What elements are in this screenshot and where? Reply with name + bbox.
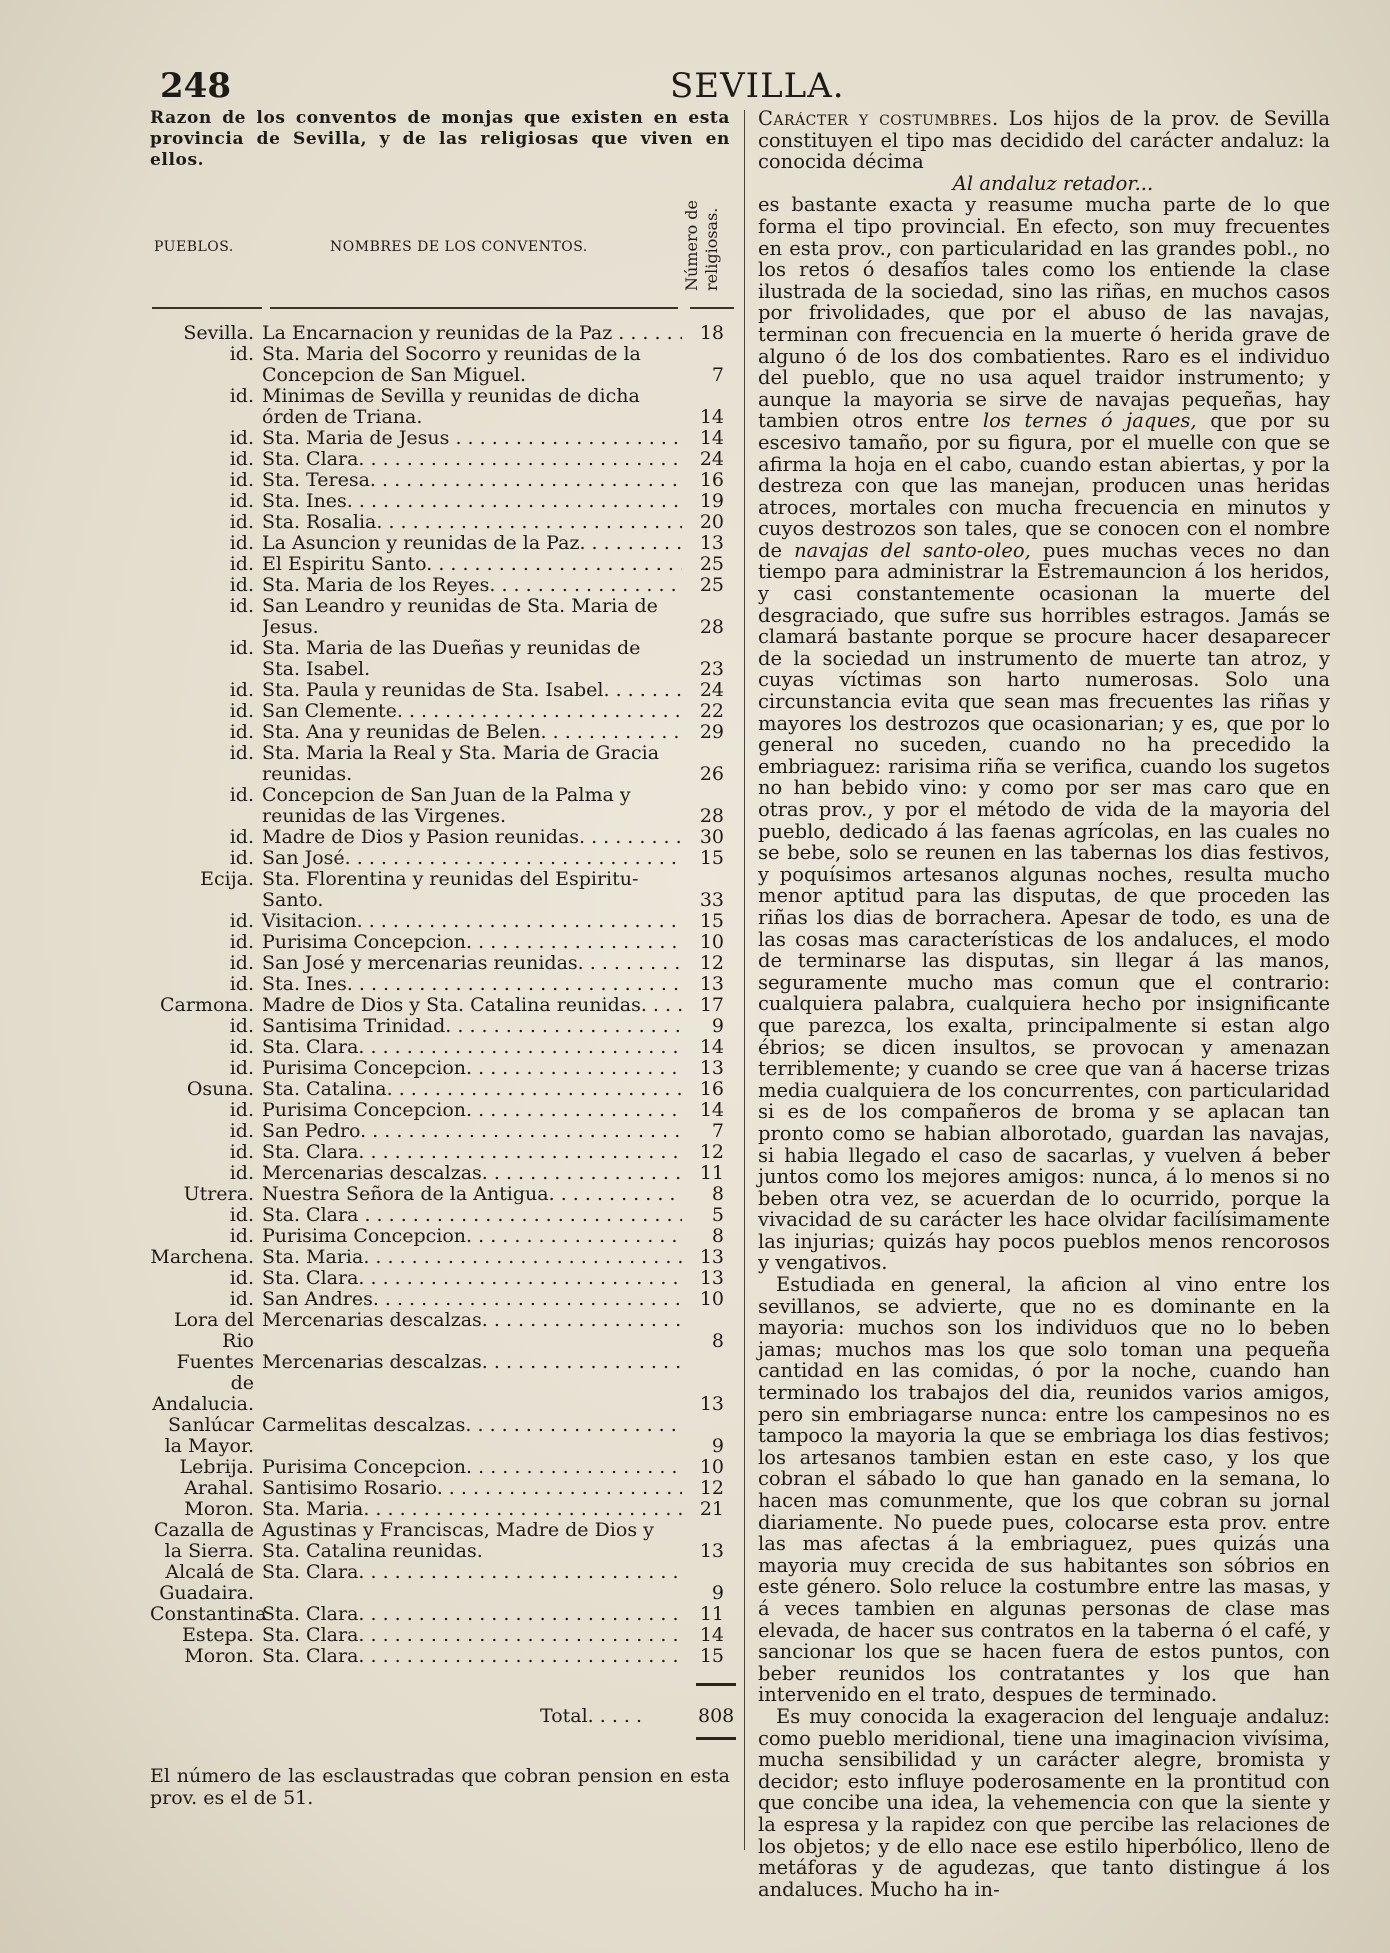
cell-num: 33 [699,889,724,911]
convento-name: Sta. Maria. . . . [262,1247,682,1268]
convento-name: Sta. Maria de Jesus . . . [262,428,682,449]
table-row [150,953,730,974]
cell-num: 17 [699,994,724,1016]
quoted-verse: Al andaluz retador... [952,171,1154,195]
cell-num: 13 [699,1057,724,1079]
convento-name: Sta. Ines. . . . [262,491,682,512]
convento-name: Visitacion. . . . [262,911,682,932]
cell-num: 29 [699,721,724,743]
cell-pueblo: id. [229,385,254,407]
footnote: El número de las esclaustradas que cobran pension en esta prov. es el de 51. [150,1765,730,1809]
cell-num: 21 [699,1498,724,1520]
cell-convento [262,932,682,953]
cell-pueblo: id. [229,1120,254,1142]
cell-pueblo: id. [229,700,254,722]
cell-convento [262,554,682,575]
cell-pueblo: id. [229,1288,254,1310]
table-row [150,932,730,953]
cell-num: 9 [711,1015,724,1037]
table-row [150,1268,730,1289]
cell-num: 9 [711,1582,724,1604]
cell-pueblo: id. [229,973,254,995]
paragraph-text: que por su escesivo tamaño, por su figura, por el muelle con que se afirma la hoja en el cabo, cuando estan abiertas, y por la destreza con que las manejan, producen unas heridas atroces, mortales con mucha frecuencia en minutos y cuyos destrozos son tales, que se conocen con el nombre de [758,409,1331,562]
table-row [150,1520,730,1562]
cell-convento [262,680,682,701]
cell-convento [262,953,682,974]
table-row [150,386,730,428]
cell-pueblo: id. [229,343,254,365]
cell-num: 7 [711,364,724,386]
cell-convento [262,1163,682,1184]
cell-pueblo: id. [229,910,254,932]
table-row [150,449,730,470]
cell-convento [262,1352,682,1415]
cell-num: 14 [699,427,724,449]
table-row [150,785,730,827]
column-header-nombres: NOMBRES DE LOS CONVENTOS. [330,239,588,255]
table-row [150,344,730,386]
table-row [150,575,730,596]
cell-num: 8 [711,1183,724,1205]
table-row [150,680,730,701]
cell-num: 19 [699,490,724,512]
cell-convento [262,701,682,722]
italic-term: los ternes ó jaques, [982,409,1197,433]
cell-pueblo: id. [229,721,254,743]
table-row [150,722,730,743]
cell-pueblo: id. [229,1141,254,1163]
section-lead: Carácter y costumbres. [758,107,999,130]
convento-name: Purisima Concepcion. . . . [262,1457,682,1478]
text-column [758,108,1330,1900]
header-rule [270,307,678,309]
cell-convento [262,386,682,428]
convento-name: Santisimo Rosario. . . . [262,1478,682,1499]
cell-convento [262,1058,682,1079]
cell-num: 13 [699,973,724,995]
convento-name: Sta. Rosalia. . . . [262,512,682,533]
cell-pueblo: id. [229,490,254,512]
table-row [150,1352,730,1415]
cell-num: 10 [699,931,724,953]
cell-num: 13 [699,1540,724,1562]
cell-convento [262,1646,682,1667]
table-row [150,323,730,344]
paragraph: Estudiada en general, la aficion al vino entre los sevillanos, se advierte, que no es dominante en la mayoria: muchos son los individuos que no lo beben jamas; muchos mas los que solo toman una pequeña cantidad en las comidas, ó por la noche, cuando han terminado los trabajos del dia, reunidos varios amigos, pero sin embriagarse nunca: entre los campesinos no es tampoco la mayoria la que se embriaga los dias festivos; los artesanos tambien estan en este caso, y los que cobran el sábado lo que han ganado en la semana, lo hacen mas comunmente, que los que cobran su jornal diariamente. No puede pues, colocarse esta prov. entre las mas afectas á la embriaguez, pues quizás una mayoria muy crecida de sus habitantes son sóbrios en este género. Solo reluce la costumbre entre las masas, y á veces tambien en algunas personas de clase mas elevada, de hacer sus contratos en la taberna ó el café, y sancionar los que se hacen fuera de estos puntos, con beber reunidos los contratantes y los que han intervenido en el trato, despues de terminado. [758,1273,1330,1707]
cell-pueblo: id. [229,742,254,764]
convento-name: San Andres. . . . [262,1289,682,1310]
convento-name: Sta. Ana y reunidas de Belen. . . . [262,722,682,743]
cell-pueblo: id. [229,1099,254,1121]
cell-convento [262,1100,682,1121]
cell-pueblo: Lebrija. [179,1456,254,1478]
convento-name: Sta. Clara. . . . [262,1037,682,1058]
table-row [150,701,730,722]
table-row [150,869,730,911]
paragraph [758,194,1330,1274]
cell-num: 7 [711,1120,724,1142]
cell-pueblo: Cazalla de la Sierra. [153,1519,254,1562]
cell-num: 25 [699,553,724,575]
table-row [150,491,730,512]
table-row [150,974,730,995]
running-head: SEVILLA. [670,66,845,106]
cell-pueblo: id. [229,469,254,491]
cell-pueblo: id. [229,427,254,449]
cell-pueblo: Carmona. [159,994,254,1016]
convento-name: Purisima Concepcion. . . . [262,1100,682,1121]
convento-name: Sta. Clara. . . . [262,1562,682,1583]
cell-num: 18 [699,322,724,344]
cell-convento [262,911,682,932]
cell-convento [262,1499,682,1520]
page-number: 248 [160,66,231,106]
convento-name: Agustinas y Franciscas, Madre de Dios y Sta. Catalina reunidas. [262,1520,654,1562]
table-row [150,1499,730,1520]
cell-convento [262,1184,682,1205]
convento-name: Sta. Maria. . . . [262,1499,682,1520]
cell-pueblo: Estepa. [181,1624,254,1646]
cell-num: 14 [699,1036,724,1058]
column-header-pueblos: PUEBLOS. [154,239,234,255]
cell-pueblo: id. [229,679,254,701]
convento-name: Sta. Paula y reunidas de Sta. Isabel. . . . [262,680,682,701]
column-header-numero [680,191,740,311]
cell-convento [262,1415,682,1457]
table-title: Razon de los conventos de monjas que existen en esta provincia de Sevilla, y de las religiosas que viven en ellos. [150,108,730,170]
table-row [150,848,730,869]
table-row [150,596,730,638]
cell-pueblo: Sanlúcar la Mayor. [164,1414,254,1457]
convento-name: Sta. Maria de las Dueñas y reunidas de Sta. Isabel. [262,638,641,680]
convento-name: Sta. Clara. . . . [262,1646,682,1667]
cell-pueblo: Osuna. [186,1078,254,1100]
convento-name: Sta. Maria la Real y Sta. Maria de Gracia reunidas. [262,743,660,785]
cell-convento [262,995,682,1016]
cell-convento [262,1016,682,1037]
table-row [150,1478,730,1499]
paragraph [758,108,1330,173]
cell-convento [262,827,682,848]
table-row [150,1457,730,1478]
cell-pueblo: Lora del Rio [174,1309,254,1352]
convento-name: La Asuncion y reunidas de la Paz. . . . [262,533,682,554]
table-row [150,1142,730,1163]
table-row [150,554,730,575]
cell-convento [262,1121,682,1142]
cell-pueblo: id. [229,532,254,554]
paragraph-text: pues muchas veces no dan tiempo para administrar la Estremauncion á los heridos, y casi constantemente ocasionan la muerte del desgraciado, que sufre sus horribles estragos. Jamás se clamará bastante porque se procure hacer desaparecer de la sociedad un instrumento de muerte tan atroz, y cuyas víctimas son harto numerosas. Solo una circunstancia evita que sean mas frecuentes las riñas y mayores los destrozos que ocasionarian; y es, que por lo general no suceden, cuando no ha precedido la embriaguez: rarisima riña se verifica, cuando los sugetos no han bebido vino: y como por ser mas caro que en otras prov., y por el método de vida de la mayoria del pueblo, dedicado á las faenas agrícolas, en las cuales no se bebe, solo se reunen en las tabernas los dias festivos, y poquísimos artesanos algunas noches, resulta mucho menor aptitud para las disputas, de que proceden las riñas los dias de borrachera. Apesar de todo, es una de las cosas mas características de los andaluces, el modo de terminarse las disputas, sin llegar á las manos, seguramente mucho mas comun que el contrario: cualquiera palabra, cualquiera hecho por insignificante que parezca, los exalta, principalmente si estan algo ébrios; se dicen insultos, se provocan y amenazan terriblemente; y cuando se cree que van á hacerse trizas media cualquiera de los concurrentes, con particularidad si es de los compañeros de broma y se aplacan tan pronto como se habian alborotado, guardan las navajas, si habia llegado el caso de sacarlas, y vuelven á beber juntos como los mejores amigos: nunca, á lo menos si no beben otra vez, se acuerdan de lo ocurrido, porque la vivacidad de su carácter les hace olvidar facilísimamente las injurias; quizás hay pocos pueblos menos rencorosos y vengativos. [758,538,1330,1275]
cell-pueblo: id. [229,595,254,617]
cell-convento [262,974,682,995]
column-divider [744,110,745,1850]
convento-name: Sta. Clara. . . . [262,1142,682,1163]
cell-pueblo: id. [229,931,254,953]
convento-name: Sta. Teresa. . . . [262,470,682,491]
cell-convento [262,1268,682,1289]
cell-convento [262,1037,682,1058]
convento-name: Sta. Ines. . . . [262,974,682,995]
convento-name: Madre de Dios y Pasion reunidas. . . . [262,827,682,848]
cell-pueblo: Moron. [184,1645,254,1667]
cell-pueblo: id. [229,511,254,533]
cell-convento [262,869,682,911]
cell-num: 13 [699,1267,724,1289]
cell-num: 10 [699,1288,724,1310]
cell-convento [262,449,682,470]
table-row [150,1121,730,1142]
cell-pueblo: Constantina [150,1603,267,1625]
cell-num: 14 [699,406,724,428]
cell-num: 22 [699,700,724,722]
cell-convento [262,785,682,827]
cell-convento [262,1226,682,1247]
cell-num: 8 [711,1330,724,1352]
convento-name: Sta. Clara. . . . [262,1625,682,1646]
convento-name: Mercenarias descalzas. . . . [262,1310,682,1331]
cell-num: 28 [699,805,724,827]
convento-name: Purisima Concepcion. . . . [262,932,682,953]
table-row [150,1247,730,1268]
cell-convento [262,1205,682,1226]
cell-num: 12 [699,1141,724,1163]
cell-num: 8 [711,1225,724,1247]
cell-convento [262,470,682,491]
cell-num: 24 [699,448,724,470]
cell-pueblo: id. [229,952,254,974]
convento-name: Mercenarias descalzas. . . . [262,1352,682,1373]
cell-pueblo: id. [229,553,254,575]
cell-num: 14 [699,1099,724,1121]
cell-convento [262,533,682,554]
paragraph-text: es bastante exacta y reasume mucha parte de lo que forma el tipo provincial. En efecto, son muy frecuentes en esta prov., con particularidad en las grandes pobl., no los retos ó desafíos tales como los entiende la clase ilustrada de la sociedad, sino las riñas, en muchos casos por frivolidades, que por el abuso de las navajas, terminan con frecuencia en la muerte ó herida grave de alguno ó de los dos combatientes. Raro es el individuo del pueblo, que no usa aquel traidor instrumento; y aunque la mayoria se sirve de navajas pequeñas, hay tambien otros entre [758,193,1330,433]
header-rule [690,307,734,309]
cell-convento [262,1079,682,1100]
table-body [150,323,730,1667]
convento-name: San Leandro y reunidas de Sta. Maria de Jesus. [262,596,658,638]
table-row [150,1562,730,1604]
convento-name: Purisima Concepcion. . . . [262,1058,682,1079]
table-row [150,1625,730,1646]
convento-name: Minimas de Sevilla y reunidas de dicha órden de Triana. [262,386,640,428]
header-rule [152,307,262,309]
convento-name: Nuestra Señora de la Antigua. . . . [262,1184,682,1205]
cell-num: 13 [699,1246,724,1268]
table-row [150,1415,730,1457]
cell-num: 15 [699,910,724,932]
table-row [150,1226,730,1247]
cell-convento [262,1604,682,1625]
convento-name: Sta. Clara. . . . [262,449,682,470]
cell-pueblo: id. [229,826,254,848]
convento-name: San Pedro. . . . [262,1121,682,1142]
convento-name: Santisima Trinidad. . . . [262,1016,682,1037]
paragraph-text: Los hijos de la prov. de Sevilla constituyen el tipo mas decidido del carácter andaluz: la conocida décima [758,107,1330,174]
table-header [150,111,730,311]
cell-convento [262,722,682,743]
cell-pueblo: Fuentes de Andalucia. [152,1351,254,1415]
cell-pueblo: id. [229,637,254,659]
table-row [150,1163,730,1184]
cell-pueblo: id. [229,1036,254,1058]
cell-convento [262,1310,682,1352]
table-row [150,1058,730,1079]
cell-convento [262,743,682,785]
cell-convento [262,344,682,386]
table-row [150,512,730,533]
cell-convento [262,512,682,533]
table-row [150,638,730,680]
convento-name: San José. . . . [262,848,682,869]
convents-table [150,108,735,1809]
cell-convento [262,596,682,638]
cell-pueblo: id. [229,784,254,806]
column-header-numero-label: Número de religiosas. [682,199,721,291]
cell-num: 20 [699,511,724,533]
convento-name: Sta. Clara. . . . [262,1268,682,1289]
convento-name: San José y mercenarias reunidas. . . . [262,953,682,974]
table-row [150,827,730,848]
cell-convento [262,848,682,869]
convento-name: El Espiritu Santo. . . . [262,554,682,575]
cell-pueblo: Marchena. [150,1246,254,1268]
cell-pueblo: id. [229,1204,254,1226]
convento-name: Madre de Dios y Sta. Catalina reunidas. . . . [262,995,682,1016]
convento-name: Carmelitas descalzas. . . . [262,1415,682,1436]
cell-convento [262,1289,682,1310]
table-row [150,911,730,932]
table-row [150,1184,730,1205]
convento-name: Concepcion de San Juan de la Palma y reunidas de las Virgenes. [262,785,631,827]
cell-convento [262,638,682,680]
table-row [150,1037,730,1058]
table-row [150,470,730,491]
cell-convento [262,1562,682,1604]
table-row [150,1079,730,1100]
cell-pueblo: id. [229,1015,254,1037]
convento-name: La Encarnacion y reunidas de la Paz . . . [262,323,682,344]
cell-pueblo: Moron. [184,1498,254,1520]
cell-num: 5 [711,1204,724,1226]
paragraph: Es muy conocida la exageracion del lenguaje andaluz: como pueblo meridional, tiene una imaginacion vivísima, mucha sensibilidad y un carácter alegre, bromista y decidor; esto influye poderosamente en la prontitud con que concibe una idea, la vehemencia con que la siente y la espresa y la rapidez con que percibe las relaciones de los objetos; y de ello nace ese estilo hiperbólico, lleno de metáforas y de agudezas, que tanto distingue á los andaluces. Mucho ha in- [758,1704,1330,1901]
table-row [150,1310,730,1352]
table-row [150,1016,730,1037]
cell-pueblo: id. [229,1225,254,1247]
cell-pueblo: id. [229,1162,254,1184]
cell-pueblo: Utrera. [183,1183,254,1205]
cell-pueblo: Alcalá de Guadaira. [159,1561,254,1604]
convento-name: Sta. Clara. . . . [262,1604,682,1625]
cell-num: 24 [699,679,724,701]
total-value: 808 [698,1705,735,1727]
convento-name: San Clemente. . . . [262,701,682,722]
cell-num: 26 [699,763,724,785]
table-row [150,428,730,449]
table-row [150,995,730,1016]
cell-num: 15 [699,847,724,869]
cell-convento [262,428,682,449]
table-row [150,1205,730,1226]
cell-num: 11 [699,1603,724,1625]
cell-pueblo: Sevilla. [183,322,254,344]
cell-pueblo: Arahal. [184,1477,254,1499]
cell-pueblo: id. [229,847,254,869]
cell-num: 10 [699,1456,724,1478]
table-row [150,1100,730,1121]
italic-term: navajas del santo-oleo, [794,538,1031,562]
cell-convento [262,1625,682,1646]
total-label: Total. . . . . [540,1705,643,1727]
cell-convento [262,575,682,596]
cell-num: 14 [699,1624,724,1646]
table-row [150,1604,730,1625]
cell-pueblo: Ecija. [200,868,254,890]
cell-convento [262,1142,682,1163]
total-block [150,1667,735,1757]
cell-pueblo: id. [229,448,254,470]
total-rule [696,1683,736,1686]
total-rule [696,1737,736,1740]
cell-num: 23 [699,658,724,680]
cell-num: 16 [699,469,724,491]
cell-num: 12 [699,1477,724,1499]
table-row [150,1289,730,1310]
cell-num: 9 [711,1435,724,1457]
cell-pueblo: id. [229,1267,254,1289]
cell-num: 25 [699,574,724,596]
cell-convento [262,1478,682,1499]
cell-num: 12 [699,952,724,974]
table-row [150,743,730,785]
cell-convento [262,1520,682,1562]
cell-num: 13 [699,1393,724,1415]
cell-pueblo: id. [229,574,254,596]
cell-convento [262,323,682,344]
table-row [150,1646,730,1667]
cell-convento [262,1247,682,1268]
convento-name: Sta. Catalina. . . . [262,1079,682,1100]
convento-name: Sta. Clara . . . [262,1205,682,1226]
convento-name: Mercenarias descalzas. . . . [262,1163,682,1184]
cell-num: 15 [699,1645,724,1667]
cell-num: 30 [699,826,724,848]
cell-num: 28 [699,616,724,638]
table-row [150,533,730,554]
cell-convento [262,1457,682,1478]
cell-num: 13 [699,532,724,554]
cell-num: 11 [699,1162,724,1184]
cell-pueblo: id. [229,1057,254,1079]
convento-name: Purisima Concepcion. . . . [262,1226,682,1247]
convento-name: Sta. Maria del Socorro y reunidas de la Concepcion de San Miguel. [262,344,641,386]
cell-num: 16 [699,1078,724,1100]
convento-name: Sta. Florentina y reunidas del Espiritu-Santo. [262,869,639,911]
cell-convento [262,491,682,512]
convento-name: Sta. Maria de los Reyes. . . . [262,575,682,596]
